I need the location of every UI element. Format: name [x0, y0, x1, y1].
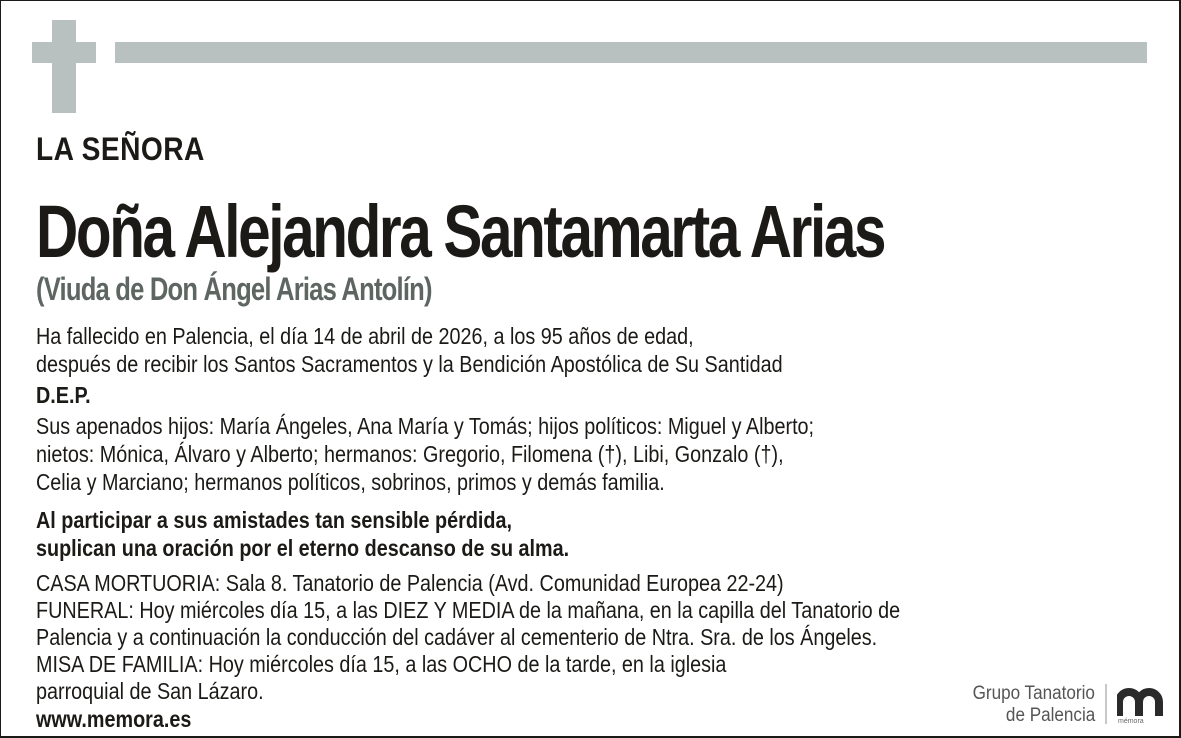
family-line-3: Celia y Marciano; hermanos políticos, sobrinos, primos y demás familia. [36, 469, 665, 495]
website-link[interactable]: www.memora.es [36, 706, 192, 732]
logo-line-2: de Palencia [1005, 705, 1095, 726]
details-funeral-line-2: Palencia y a continuación la conducción del cadáver al cementerio de Ntra. Sra. de los Ángeles. [36, 624, 878, 650]
tanatorio-logo [925, 682, 1175, 730]
details-funeral-line-1: FUNERAL: Hoy miércoles día 15, a las DIEZ Y MEDIA de la mañana, en la capilla del Tanatorio de [36, 597, 901, 623]
title-prefix: LA SEÑORA [36, 131, 205, 167]
cross-icon-vertical [52, 20, 76, 113]
header-divider-bar [115, 42, 1147, 63]
details-mortuary: CASA MORTUORIA: Sala 8. Tanatorio de Palencia (Avd. Comunidad Europea 22-24) [36, 570, 784, 596]
family-line-2: nietos: Mónica, Álvaro y Alberto; hermanos: Gregorio, Filomena (†), Libi, Gonzalo (†), [36, 441, 784, 467]
details-mass-line-2: parroquial de San Lázaro. [36, 678, 264, 704]
logo-line-1: Grupo Tanatorio [972, 683, 1095, 704]
appeal-line-1: Al participar a sus amistades tan sensible pérdida, [36, 507, 512, 533]
widow-subtitle: (Viuda de Don Ángel Arias Antolín) [36, 271, 432, 307]
deceased-name: Doña Alejandra Santamarta Arias [36, 190, 885, 273]
cross-icon-horizontal [32, 42, 96, 63]
appeal-line-2: suplican una oración por el eterno descanso de su alma. [36, 535, 570, 561]
family-line-1: Sus apenados hijos: María Ángeles, Ana María y Tomás; hijos políticos: Miguel y Alberto; [36, 413, 815, 439]
dep-label: D.E.P. [36, 382, 91, 408]
logo-separator [1105, 684, 1107, 724]
logo-mark-label: mémora [1118, 718, 1144, 725]
announcement-line-1: Ha fallecido en Palencia, el día 14 de abril de 2026, a los 95 años de edad, [36, 323, 694, 349]
announcement-line-2: después de recibir los Santos Sacramentos y la Bendición Apostólica de Su Santidad [36, 351, 783, 377]
details-mass-line-1: MISA DE FAMILIA: Hoy miércoles día 15, a las OCHO de la tarde, en la iglesia [36, 651, 727, 677]
